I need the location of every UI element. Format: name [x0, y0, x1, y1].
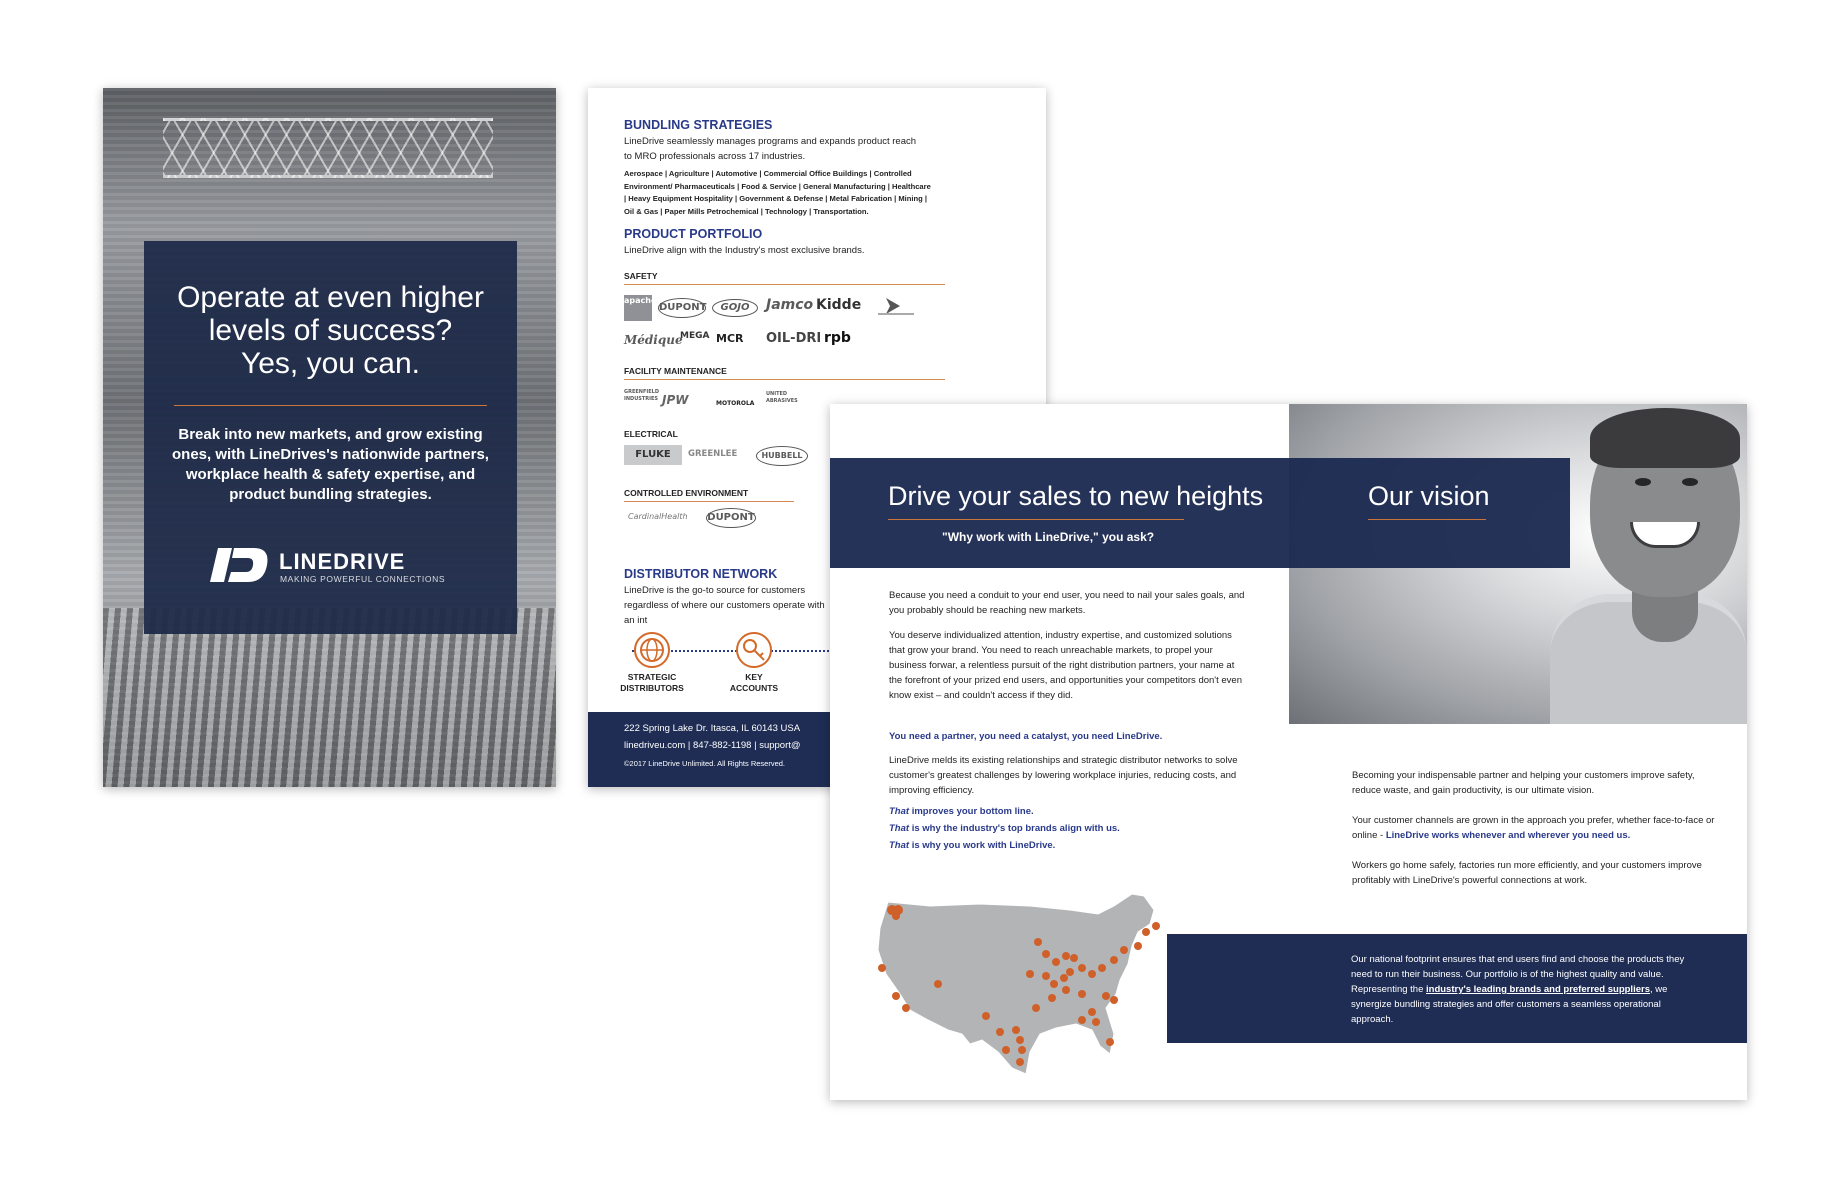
linedrive-logo	[210, 546, 460, 591]
paragraph-intro: Because you need a conduit to your end user, you need to nail your sales goals, and you probably should be reaching new markets.	[889, 590, 1245, 616]
category-facility: FACILITY MAINTENANCE	[624, 366, 727, 376]
brand-mcr: MCR	[716, 332, 744, 345]
category-electrical: ELECTRICAL	[624, 429, 678, 439]
brand-dupont: DUPONT	[658, 298, 706, 318]
linedrive-mark-icon	[210, 546, 270, 584]
motion-blur-floor	[103, 608, 556, 787]
brand-dupont-2: DUPONT	[706, 508, 756, 528]
cover-rule	[174, 405, 487, 406]
headline-band	[830, 458, 1570, 568]
photo-eye	[1682, 478, 1698, 486]
brand-apache-mills: apache mills	[624, 295, 652, 321]
globe-icon	[634, 632, 670, 668]
category-rule	[624, 284, 945, 285]
headline-rule	[888, 519, 1184, 520]
brand-fluke: FLUKE	[624, 445, 682, 465]
us-map-shape	[878, 894, 1154, 1074]
that-line: That is why you work with LineDrive.	[889, 840, 1056, 851]
category-safety: SAFETY	[624, 271, 658, 281]
brand-mark-icon	[876, 294, 916, 318]
bundling-intro: LineDrive seamlessly manages programs and expands product reach to MRO professionals across 17 industries.	[624, 136, 917, 162]
category-controlled: CONTROLLED ENVIRONMENT	[624, 488, 749, 498]
logo-wordmark: LINEDRIVE	[279, 549, 406, 574]
brochure-cover	[103, 88, 556, 787]
footer-contact: linedriveu.com | 847-882-1198 | support@	[624, 740, 801, 751]
channels-paragraph: Your customer channels are grown in the approach you prefer, whether face-to-face or online - LineDrive works whenever and wherever you need us.	[1352, 815, 1715, 841]
category-rule	[624, 379, 945, 380]
brand-gojo: GOJO	[712, 299, 758, 317]
category-rule	[624, 501, 794, 502]
brand-kidde: Kidde	[816, 297, 862, 313]
left-subhead: "Why work with LineDrive," you ask?	[942, 530, 1155, 544]
portfolio-title: PRODUCT PORTFOLIO	[624, 227, 763, 241]
footprint-band	[1167, 934, 1747, 1043]
key-icon	[736, 632, 772, 668]
paragraph-deserve: You deserve individualized attention, industry expertise, and customized solutions that grow your brand. You need to reach unreachable markets, to propel your business forwar, a relentless pursuit of the right distribution partners, your name at the forefront of your prized end users, and opportunities your competitors don't even know exist – and couldn't access if they did.	[889, 630, 1242, 701]
footer-address: 222 Spring Lake Dr. Itasca, IL 60143 USA	[624, 723, 801, 734]
cover-subhead: Break into new markets, and grow existing ones, with LineDrives's nationwide partners, workplace health & safety expertise, and product bundling strategies.	[172, 426, 489, 503]
cover-headline: Operate at even higher levels of success? Yes, you can.	[177, 281, 484, 380]
brand-united-abrasives: UNITED ABRASIVES	[766, 391, 798, 404]
us-distribution-map	[870, 884, 1190, 1094]
brand-rpb: rpb	[824, 330, 851, 346]
logo-tagline: MAKING POWERFUL CONNECTIONS	[280, 574, 446, 584]
photo-eye	[1635, 478, 1651, 486]
photo-hair	[1590, 408, 1740, 468]
portfolio-intro: LineDrive align with the Industry's most exclusive brands.	[624, 245, 865, 256]
label-strategic-distributors: STRATEGIC DISTRIBUTORS	[620, 672, 684, 693]
brochure-inside-spread	[830, 404, 1747, 1100]
footprint-paragraph: Our national footprint ensures that end users find and choose the products they need to run their business. Our portfolio is of the highest quality and value. Representing the industry's leading brands and preferred suppliers, we synergize bundling strategies and offer customers a seamless operational approach.	[1351, 954, 1685, 1025]
workers-paragraph: Workers go home safely, factories run more efficiently, and your customers improve profitably with LineDrive's powerful connections at work.	[1352, 860, 1702, 886]
that-line: That is why the industry's top brands align with us.	[889, 823, 1120, 834]
that-line: That improves your bottom line.	[889, 806, 1034, 817]
footer-copyright: ©2017 LineDrive Unlimited. All Rights Reserved.	[624, 759, 786, 768]
bundling-title: BUNDLING STRATEGIES	[624, 118, 773, 132]
right-headline: Our vision	[1368, 481, 1490, 511]
brand-jamco: Jamco	[766, 297, 814, 313]
paragraph-melds: LineDrive melds its existing relationships and strategic distributor networks to solve customer's greatest challenges by lowering workplace injuries, reducing costs, and improving efficiency.	[889, 755, 1238, 796]
brand-oil-dri: OIL-DRI	[766, 331, 822, 346]
industries-list: Aerospace | Agriculture | Automotive | Commercial Office Buildings | Controlled Environment/ Pharmaceuticals | Food & Service | General Manufacturing | Healthcare | Heavy Equipment Hospitality | Government & Defense | Metal Fabrication | Mining | Oil & Gas | Paper Mills Petrochemical | Technology | Transportation.	[624, 169, 931, 216]
left-headline: Drive your sales to new heights	[888, 481, 1264, 511]
brand-jpw: JPW	[662, 393, 689, 407]
brand-cardinal-health: CardinalHealth	[628, 512, 688, 521]
cover-panel	[144, 241, 517, 634]
brand-medique: Médique	[624, 333, 683, 347]
label-key-accounts: KEY ACCOUNTS	[729, 672, 779, 693]
ceiling-truss-image	[163, 118, 493, 178]
brand-greenfield: GREENFIELD INDUSTRIES	[624, 389, 659, 402]
brand-mega: MEGA	[680, 331, 710, 341]
distributor-intro: LineDrive is the go-to source for customers regardless of where our customers operate with an int	[624, 585, 825, 626]
headline-rule	[1368, 519, 1486, 520]
catalyst-line: You need a partner, you need a catalyst, you need LineDrive.	[889, 731, 1163, 742]
distributor-title: DISTRIBUTOR NETWORK	[624, 567, 778, 581]
brand-motorola: MOTOROLA	[716, 400, 755, 407]
brand-hubbell: HUBBELL	[756, 446, 808, 466]
vision-paragraph: Becoming your indispensable partner and helping your customers improve safety, reduce waste, and gain productivity, is our ultimate vision.	[1352, 770, 1695, 796]
brand-greenlee: GREENLEE	[688, 449, 738, 459]
